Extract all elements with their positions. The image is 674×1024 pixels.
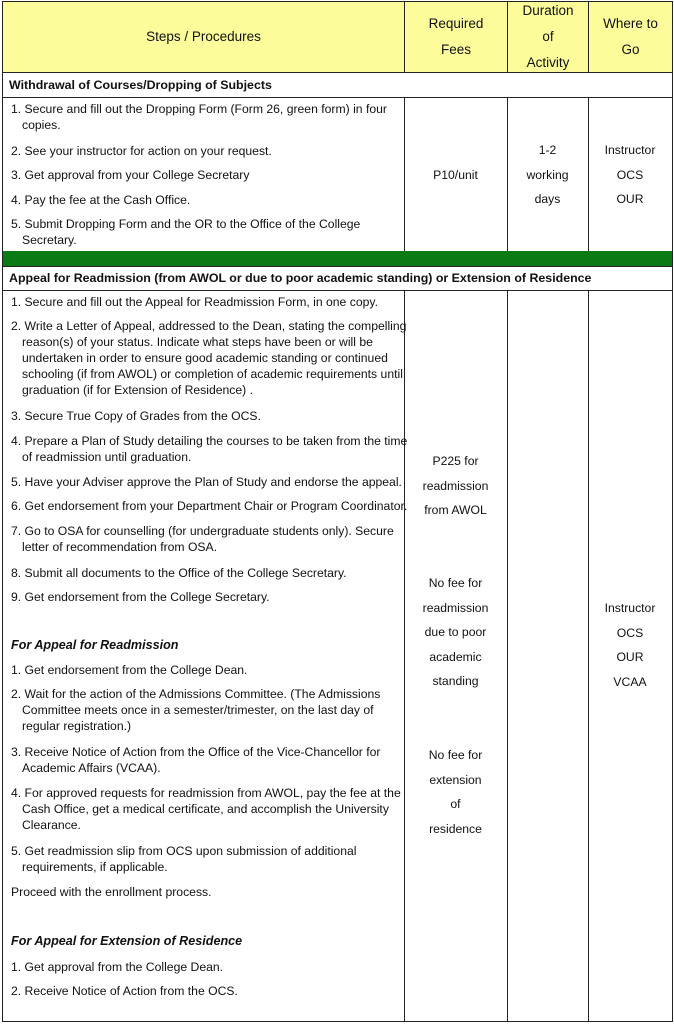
header-fees — [405, 2, 508, 72]
border — [2, 291, 3, 1022]
header-duration — [508, 2, 589, 72]
fee-line: No fee for — [428, 576, 483, 590]
appeal-step: 1. Secure and fill out the Appeal for Readmission Form, in one copy. — [11, 295, 378, 309]
readmission-step: 2. Wait for the action of the Admissions Committee. (The Admissions Committee meets once in a semester/trimester, on the last day of regular registration.) — [11, 687, 381, 733]
withdrawal-duration — [507, 138, 588, 212]
fee-line: academic — [429, 649, 482, 664]
where-line: VCAA — [613, 674, 647, 689]
where-line: OUR — [616, 650, 644, 664]
appeal-step: 9. Get endorsement from the College Secretary. — [11, 590, 270, 604]
fee-line: from AWOL — [424, 503, 487, 517]
header-where-line1: Where to — [603, 16, 658, 31]
duration-line: days — [534, 192, 561, 206]
withdrawal-step: 3. Get approval from your College Secretary — [11, 168, 250, 182]
where-line: OUR — [616, 192, 644, 206]
withdrawal-fee: P10/unit — [433, 168, 478, 182]
duration-line: 1-2 — [538, 143, 557, 157]
fee-line: residence — [429, 821, 482, 836]
header-steps: Steps / Procedures — [3, 2, 405, 72]
withdrawal-step: 4. Pay the fee at the Cash Office. — [11, 193, 191, 207]
fee-line: standing — [432, 674, 479, 688]
fee-line: due to poor — [424, 625, 487, 639]
section-title-appeal: Appeal for Readmission (from AWOL or due to poor academic standing) or Extension of Residence — [2, 266, 673, 291]
withdrawal-step: 1. Secure and fill out the Dropping Form (Form 26, green form) in four copies. — [11, 102, 387, 132]
readmission-step: 3. Receive Notice of Action from the Office of the Vice-Chancellor for Academic Affairs (VCAA). — [11, 745, 381, 775]
appeal-where — [588, 596, 672, 694]
section-divider — [2, 251, 673, 267]
withdrawal-step: 5. Submit Dropping Form and the OR to the Office of the College Secretary. — [11, 217, 361, 247]
withdrawal-step: 2. See your instructor for action on your request. — [11, 144, 272, 158]
appeal-step: 7. Go to OSA for counselling (for undergraduate students only). Secure letter of recommendation from OSA. — [11, 524, 394, 554]
readmission-step: 1. Get endorsement from the College Dean. — [11, 663, 248, 677]
proceed-note: Proceed with the enrollment process. — [11, 885, 212, 899]
subsection-title-readmission: For Appeal for Readmission — [11, 638, 179, 652]
border — [507, 291, 508, 1022]
header-duration-line3: Activity — [526, 55, 570, 70]
header-fees-line1: Required — [428, 16, 484, 31]
subsection-title-extension: For Appeal for Extension of Residence — [11, 934, 243, 948]
appeal-step: 4. Prepare a Plan of Study detailing the courses to be taken from the time of readmission until graduation. — [11, 434, 408, 464]
readmission-step: 4. For approved requests for readmission from AWOL, pay the fee at the Cash Office, get a medical certificate, and accomplish the University Clearance. — [11, 786, 401, 832]
fee-line: of — [450, 797, 461, 811]
header-duration-line2: of — [542, 29, 554, 44]
border — [672, 98, 673, 251]
appeal-fee-extension — [404, 743, 507, 841]
fee-line: extension — [429, 772, 482, 787]
fee-line: readmission — [422, 600, 489, 615]
header-where-line2: Go — [621, 42, 640, 57]
extension-step: 1. Get approval from the College Dean. — [11, 960, 224, 974]
appeal-step: 8. Submit all documents to the Office of the College Secretary. — [11, 566, 347, 580]
appeal-step: 5. Have your Adviser approve the Plan of Study and endorse the appeal. — [11, 475, 402, 489]
header-duration-line1: Duration — [522, 3, 574, 18]
border — [2, 1021, 673, 1022]
withdrawal-where — [588, 138, 672, 212]
fee-line: readmission — [422, 478, 489, 493]
border — [672, 291, 673, 1022]
appeal-fee-awol — [404, 449, 507, 523]
extension-step: 2. Receive Notice of Action from the OCS. — [11, 984, 238, 998]
header-fees-line2: Fees — [440, 42, 471, 57]
fee-line: No fee for — [428, 748, 483, 762]
appeal-step: 2. Write a Letter of Appeal, addressed to the Dean, stating the compelling reason(s) of your status. Indicate what steps have been or will be undertaken in order to ensure good academic standing or continued schooling (if from AWOL) or completion of academic requirements until graduation (if for Extension of Residence) . — [11, 319, 407, 397]
duration-line: working — [526, 167, 569, 182]
appeal-step: 6. Get endorsement from your Department Chair or Program Coordinator. — [11, 499, 408, 513]
header-where — [589, 2, 672, 72]
where-line: OCS — [616, 167, 644, 182]
fee-line: P225 for — [432, 454, 479, 468]
where-line: OCS — [616, 625, 644, 640]
readmission-step: 5. Get readmission slip from OCS upon submission of additional requirements, if applicable. — [11, 844, 357, 874]
section-title-withdrawal: Withdrawal of Courses/Dropping of Subjects — [2, 73, 673, 98]
appeal-fee-academic — [404, 571, 507, 694]
appeal-step: 3. Secure True Copy of Grades from the OCS. — [11, 409, 261, 423]
where-line: Instructor — [604, 143, 656, 157]
table-header — [2, 1, 673, 73]
where-line: Instructor — [604, 601, 656, 615]
border — [2, 98, 3, 251]
